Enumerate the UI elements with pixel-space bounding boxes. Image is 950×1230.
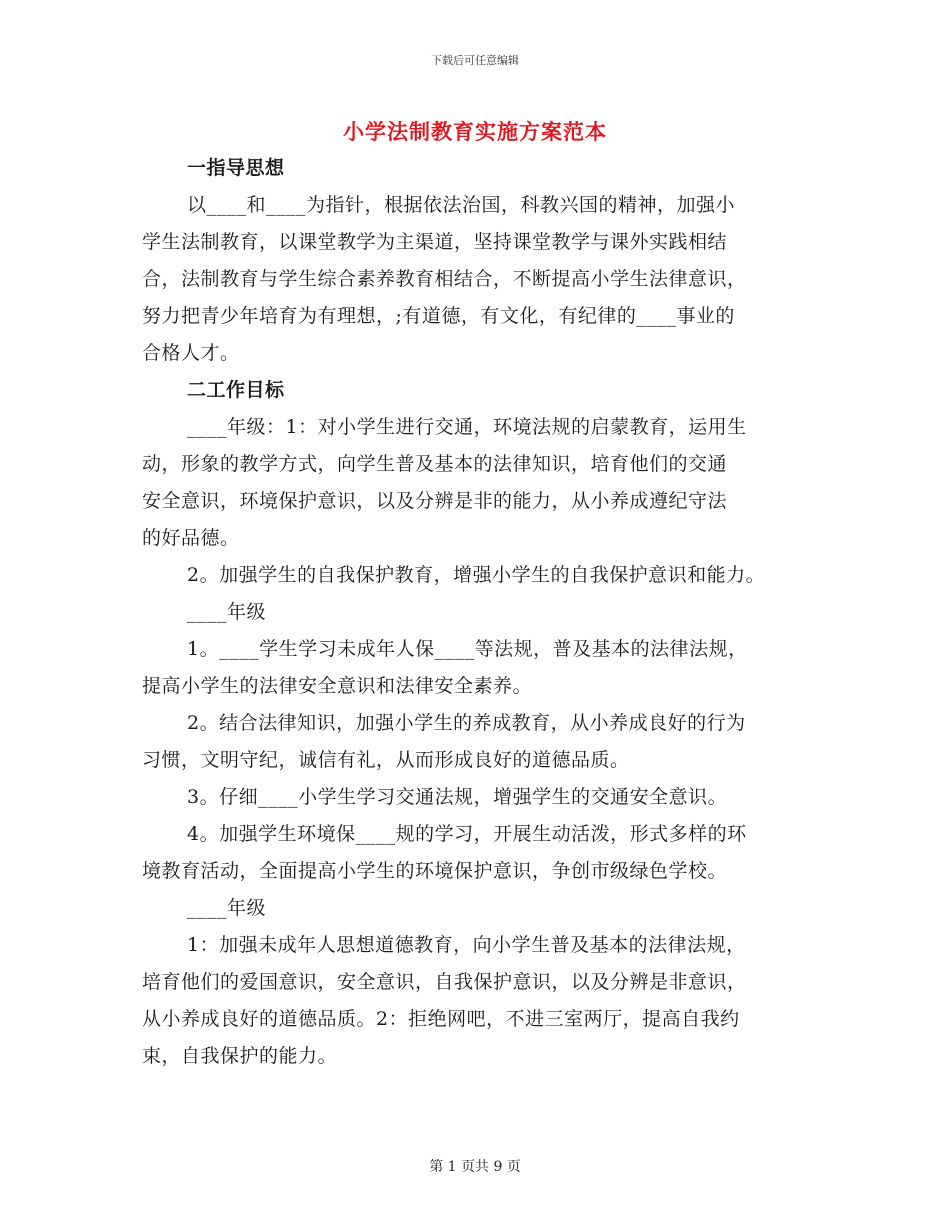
paragraph-line: ____年级: [187, 601, 267, 623]
paragraph-line: 动，形象的教学方式，向学生普及基本的法律知识，培育他们的交通: [142, 453, 728, 475]
paragraph-line: 提高小学生的法律安全意识和法律安全素养。: [142, 675, 533, 697]
paragraph-line: 4。加强学生环境保____规的学习，开展生动活泼，形式多样的环: [187, 823, 747, 845]
paragraph-line: 从小养成良好的道德品质。2：拒绝网吧，不进三室两厅，提高自我约: [142, 1008, 740, 1030]
paragraph-line: 合格人才。: [142, 342, 240, 364]
paragraph-line: 习惯，文明守纪，诚信有礼，从而形成良好的道德品质。: [142, 749, 630, 771]
paragraph-line: 学生法制教育，以课堂教学为主渠道，坚持课堂教学与课外实践相结: [142, 231, 728, 253]
paragraph-line: 合，法制教育与学生综合素养教育相结合，不断提高小学生法律意识，: [142, 268, 747, 290]
paragraph-line: 束，自我保护的能力。: [142, 1045, 338, 1067]
section-heading: 一指导思想: [187, 157, 285, 179]
page-number: 第 1 页共 9 页: [429, 1159, 521, 1175]
paragraph-line: 3。仔细____小学生学习交通法规，增强学生的交通安全意识。: [187, 786, 728, 808]
paragraph-line: 1。____学生学习未成年人保____等法规，普及基本的法律法规，: [187, 638, 748, 660]
section-heading: 二工作目标: [187, 379, 285, 401]
paragraph-line: 以____和____为指针，根据依法治国，科教兴国的精神，加强小: [187, 194, 736, 216]
header-note: 下载后可任意编辑: [431, 54, 519, 67]
paragraph-line: 2。加强学生的自我保护教育，增强小学生的自我保护意识和能力。: [187, 564, 766, 586]
paragraph-line: 培育他们的爱国意识，安全意识，自我保护意识，以及分辨是非意识，: [142, 971, 747, 993]
paragraph-line: 努力把青少年培育为有理想，;有道德，有文化，有纪律的____事业的: [142, 305, 735, 327]
paragraph-line: 境教育活动，全面提高小学生的环境保护意识，争创市级绿色学校。: [142, 860, 728, 882]
paragraph-line: ____年级: [187, 897, 267, 919]
paragraph-line: 安全意识，环境保护意识，以及分辨是非的能力，从小养成遵纪守法: [142, 490, 728, 512]
document-body: [142, 150, 818, 1075]
paragraph-line: 1：加强未成年人思想道德教育，向小学生普及基本的法律法规，: [187, 934, 746, 956]
paragraph-line: ____年级：1：对小学生进行交通，环境法规的启蒙教育，运用生: [187, 416, 747, 438]
paragraph-line: 2。结合法律知识，加强小学生的养成教育，从小养成良好的行为: [187, 712, 746, 734]
paragraph-line: 的好品德。: [142, 527, 240, 549]
page-title: 小学法制教育实施方案范本: [343, 119, 607, 144]
